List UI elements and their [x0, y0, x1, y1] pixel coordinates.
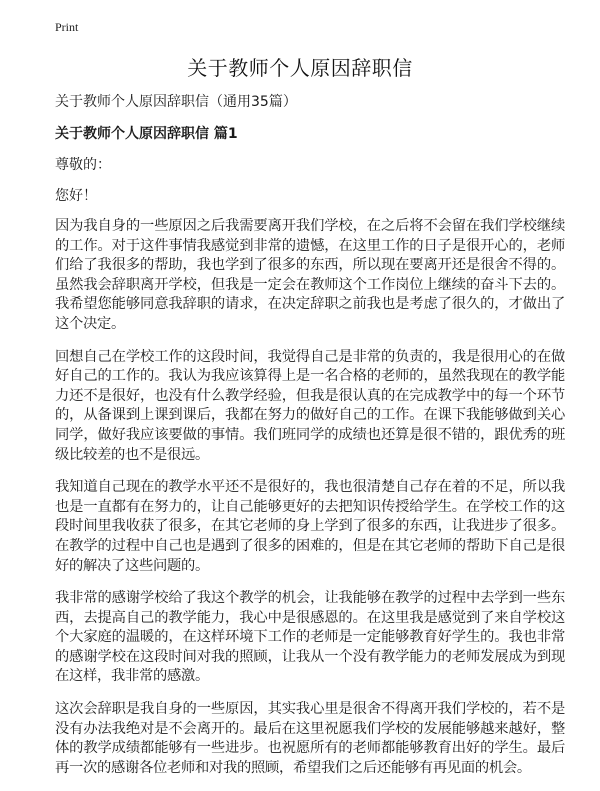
document-title: 关于教师个人原因辞职信 — [187, 56, 413, 80]
paragraph: 这次会辞职是我自身的一些原因，其实我心里是很舍不得离开我们学校的，若不是没有办法我绝对是不会离开的。最后在这里祝愿我们学校的发展能够越来越好，整体的教学成绩都能够有一些进步。也祝愿所有的老师都能够教育出好的学生。最后再一次的感谢各位老师和对我的照顾，希望我们之后还能够有再见面的机会。 — [55, 701, 565, 776]
document-body — [55, 92, 565, 791]
greeting: 您好！ — [55, 188, 97, 204]
paragraph: 我知道自己现在的教学水平还不是很好的，我也很清楚自己存在着的不足，所以我也是一直都有在努力的，让自己能够更好的去把知识传授给学生。在学校工作的这段时间里我收获了很多，在其它老师的身上学到了很多的东西，让我进步了很多。在教学的过程中自己也是遇到了很多的困难的，但是在其它老师的帮助下自己是很好的解决了这些问题的。 — [55, 479, 565, 574]
salutation: 尊敬的： — [55, 157, 111, 173]
section-heading: 关于教师个人原因辞职信 篇1 — [55, 126, 238, 142]
paragraph: 回想自己在学校工作的这段时间，我觉得自己是非常的负责的，我是很用心的在做好自己的工作的。我认为我应该算得上是一名合格的老师的，虽然我现在的教学能力还不是很好，也没有什么教学经验，但我是很认真的在完成教学中的每一个环节的，从备课到上课到课后，我都在努力的做好自己的工作。在课下我能够做到关心同学，做好我应该要做的事情。我们班同学的成绩也还算是很不错的，跟优秀的班级比较差的也不是很远。 — [55, 348, 565, 463]
paragraph: 我非常的感谢学校给了我这个教学的机会，让我能够在教学的过程中去学到一些东西，去提高自己的教学能力，我心中是很感恩的。在这里我是感觉到了来自学校这个大家庭的温暖的，在这样环境下工作的老师是一定能够教育好学生的。我也非常的感谢学校在这段时间对我的照顾，让我从一个没有教学能力的老师发展成为到现在这样，我非常的感激。 — [55, 590, 565, 685]
print-label: Print — [55, 20, 79, 34]
paragraph: 因为我自身的一些原因之后我需要离开我们学校，在之后将不会留在我们学校继续的工作。对于这件事情我感觉到非常的遗憾，在这里工作的日子是很开心的，老师们给了我很多的帮助，我也学到了很多的东西，所以现在要离开还是很舍不得的。虽然我会辞职离开学校，但我是一定会在教师这个工作岗位上继续的奋斗下去的。我希望您能够同意我辞职的请求，在决定辞职之前我也是考虑了很久的，才做出了这个决定。 — [55, 218, 565, 332]
document-subtitle: 关于教师个人原因辞职信（通用35篇） — [55, 94, 297, 110]
